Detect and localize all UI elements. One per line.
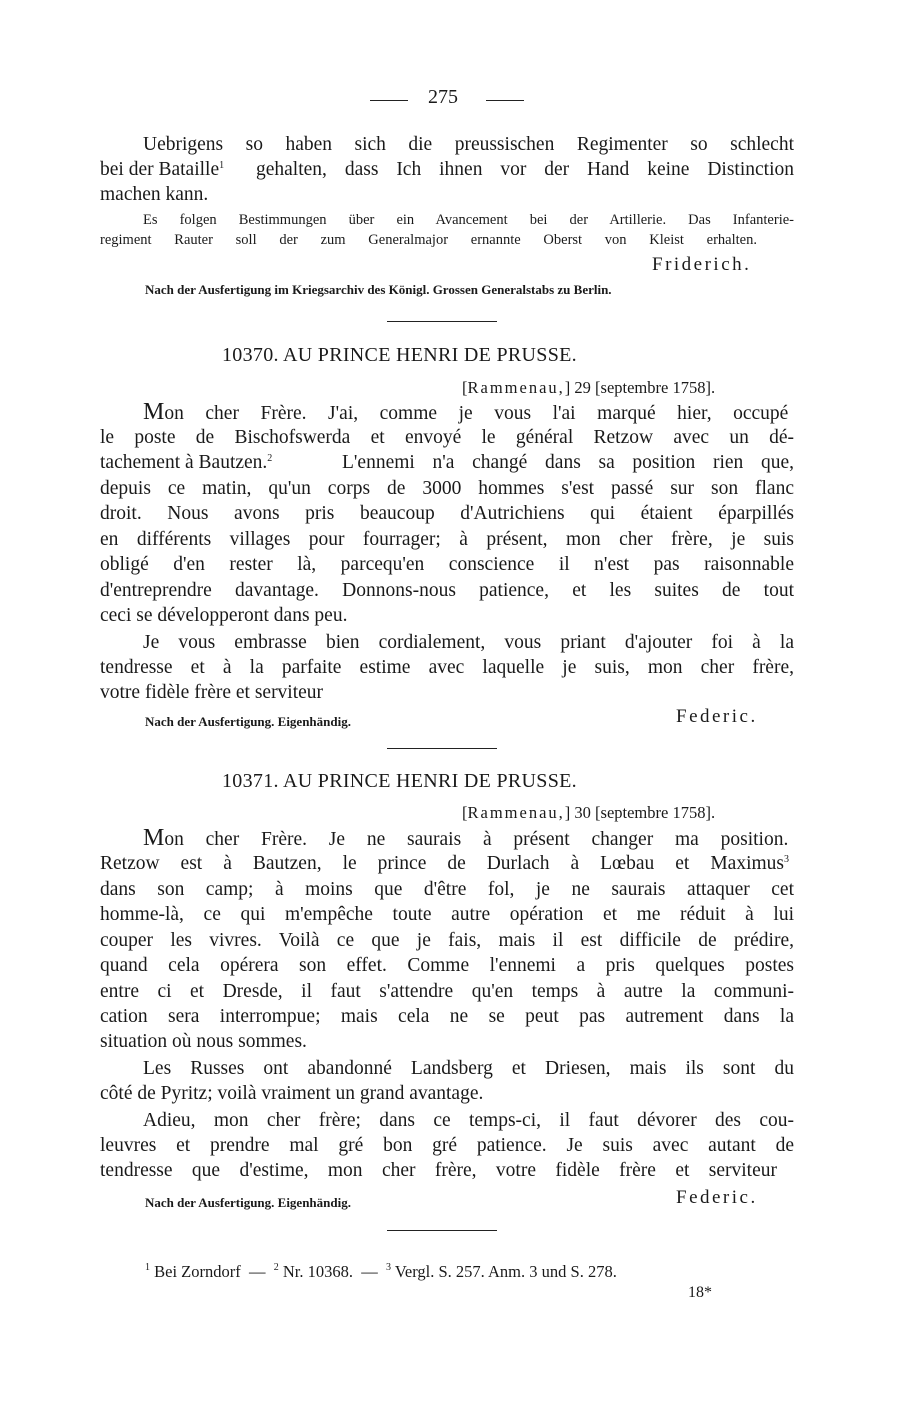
footnote-text: Nr. 10368. [282,1262,353,1281]
text-line: leuvres et prendre mal gré bon gré patience. Je suis avec autant de [100,1135,794,1156]
text-fragment: bei der Bataille [100,159,220,180]
footnote-separator: — [361,1262,378,1281]
text-line: obligé d'en rester là, parcequ'en conscience il n'est pas raisonnable [100,554,794,575]
footnote-marker: 3 [385,1262,391,1273]
header-dash-right [486,100,524,101]
text-line [143,826,794,852]
footnote-separator: — [248,1262,266,1281]
signature-friderich: Friderich. [652,254,752,275]
text-line: situation où nous sommes. [100,1031,307,1052]
text-line: tendresse et à la parfaite estime avec laquelle je suis, mon cher frère, [100,657,794,678]
text-line: entre ci et Dresde, il faut s'attendre qu'en temps à autre la communi- [100,981,794,1002]
header-dash-left [370,100,408,101]
text-fragment: gehalten, dass Ich ihnen vor der Hand keine Distinction [256,159,794,180]
text-line: ceci se développeront dans peu. [100,605,348,626]
page-number: 275 [428,86,458,108]
letter-heading: 10371. AU PRINCE HENRI DE PRUSSE. [222,770,577,792]
dateline [462,378,715,398]
text-fragment: tachement à Bautzen. [100,452,268,473]
separator-rule [387,1230,497,1231]
text-line: dans son camp; à moins que d'être fol, je ne saurais attaquer cet [100,879,794,900]
text-line [100,157,794,182]
footnote-marker: 2 [273,1262,279,1273]
dateline-place: Rammenau, [467,378,565,397]
separator-rule [387,321,497,322]
text-line: depuis ce matin, qu'un corps de 3000 hommes s'est passé sur son flanc [100,478,794,499]
text-line: couper les vivres. Voilà ce que je fais, mais il est difficile de prédire, [100,930,794,951]
dateline-bracket: [ [462,803,468,822]
text-fragment: on cher Frère. Je ne saurais à présent changer ma position. [164,829,789,850]
text-line: machen kann. [100,184,209,205]
text-line [143,400,794,426]
dateline-date: 29 [septembre 1758]. [574,378,716,397]
text-line: quand cela opérera son effet. Comme l'ennemi a pris quelques postes [100,955,794,976]
footnote-text: Bei Zorndorf [154,1262,241,1281]
dateline-bracket: [ [462,378,468,397]
text-fragment: L'ennemi n'a changé dans sa position rien que, [342,452,794,473]
text-line: votre fidèle frère et serviteur [100,682,324,703]
source-note: Nach der Ausfertigung. Eigenhändig. [145,1195,351,1210]
dateline-place: Rammenau, [467,803,565,822]
note-line: regiment Rauter soll der zum Generalmajor ernannte Oberst von Kleist erhalten. [100,232,757,248]
dateline-bracket: ] [564,378,571,397]
signature-federic: Federic. [676,706,758,727]
text-line: côté de Pyritz; voilà vraiment un grand avantage. [100,1083,484,1104]
text-fragment: on cher Frère. J'ai, comme je vous l'ai marqué hier, occupé [164,403,789,424]
source-note: Nach der Ausfertigung im Kriegsarchiv des Königl. Grossen Generalstabs zu Berlin. [145,282,612,297]
text-line: Les Russes ont abandonné Landsberg et Driesen, mais ils sont du [143,1058,794,1079]
text-line: droit. Nous avons pris beaucoup d'Autrichiens qui étaient éparpillés [100,503,794,524]
text-line: Uebrigens so haben sich die preussischen Regimenter so schlecht [143,134,794,155]
dateline [462,803,715,823]
footnote-marker: 1 [145,1262,150,1273]
footnotes [145,1262,617,1282]
text-line: homme-là, ce qui m'empêche toute autre opération et me réduit à lui [100,904,794,925]
initial-letter: M [143,825,165,851]
separator-rule [387,748,497,749]
initial-letter: M [143,399,165,425]
footnote-ref: 3 [784,854,789,865]
text-line: Je vous embrasse bien cordialement, vous priant d'ajouter foi à la [143,632,794,653]
text-line: Adieu, mon cher frère; dans ce temps-ci, il faut dévorer des cou- [143,1110,794,1131]
text-line [100,851,794,876]
text-line: cation sera interrompue; mais cela ne se peut pas autrement dans la [100,1006,794,1027]
text-fragment: Retzow est à Bautzen, le prince de Durlach à Lœbau et Maximus [100,853,784,874]
signature-mark: 18* [688,1284,712,1301]
footnote-text: Vergl. S. 257. Anm. 3 und S. 278. [394,1262,617,1281]
signature-federic: Federic. [676,1187,758,1208]
text-line: le poste de Bischofswerda et envoyé le général Retzow avec un dé- [100,427,794,448]
text-line [100,450,794,475]
letter-heading: 10370. AU PRINCE HENRI DE PRUSSE. [222,344,577,366]
dateline-date: 30 [septembre 1758]. [574,803,716,822]
footnote-ref: 2 [267,453,273,464]
source-note: Nach der Ausfertigung. Eigenhändig. [145,714,351,729]
text-line: d'entreprendre davantage. Donnons-nous patience, et les suites de tout [100,580,794,601]
dateline-bracket: ] [564,803,571,822]
text-line: en différents villages pour fourrager; à présent, mon cher frère, je suis [100,529,794,550]
footnote-ref: 1 [219,160,225,171]
note-line: Es folgen Bestimmungen über ein Avancement bei der Artillerie. Das Infanterie- [143,212,794,228]
text-line: tendresse que d'estime, mon cher frère, votre fidèle frère et serviteur [100,1160,777,1181]
